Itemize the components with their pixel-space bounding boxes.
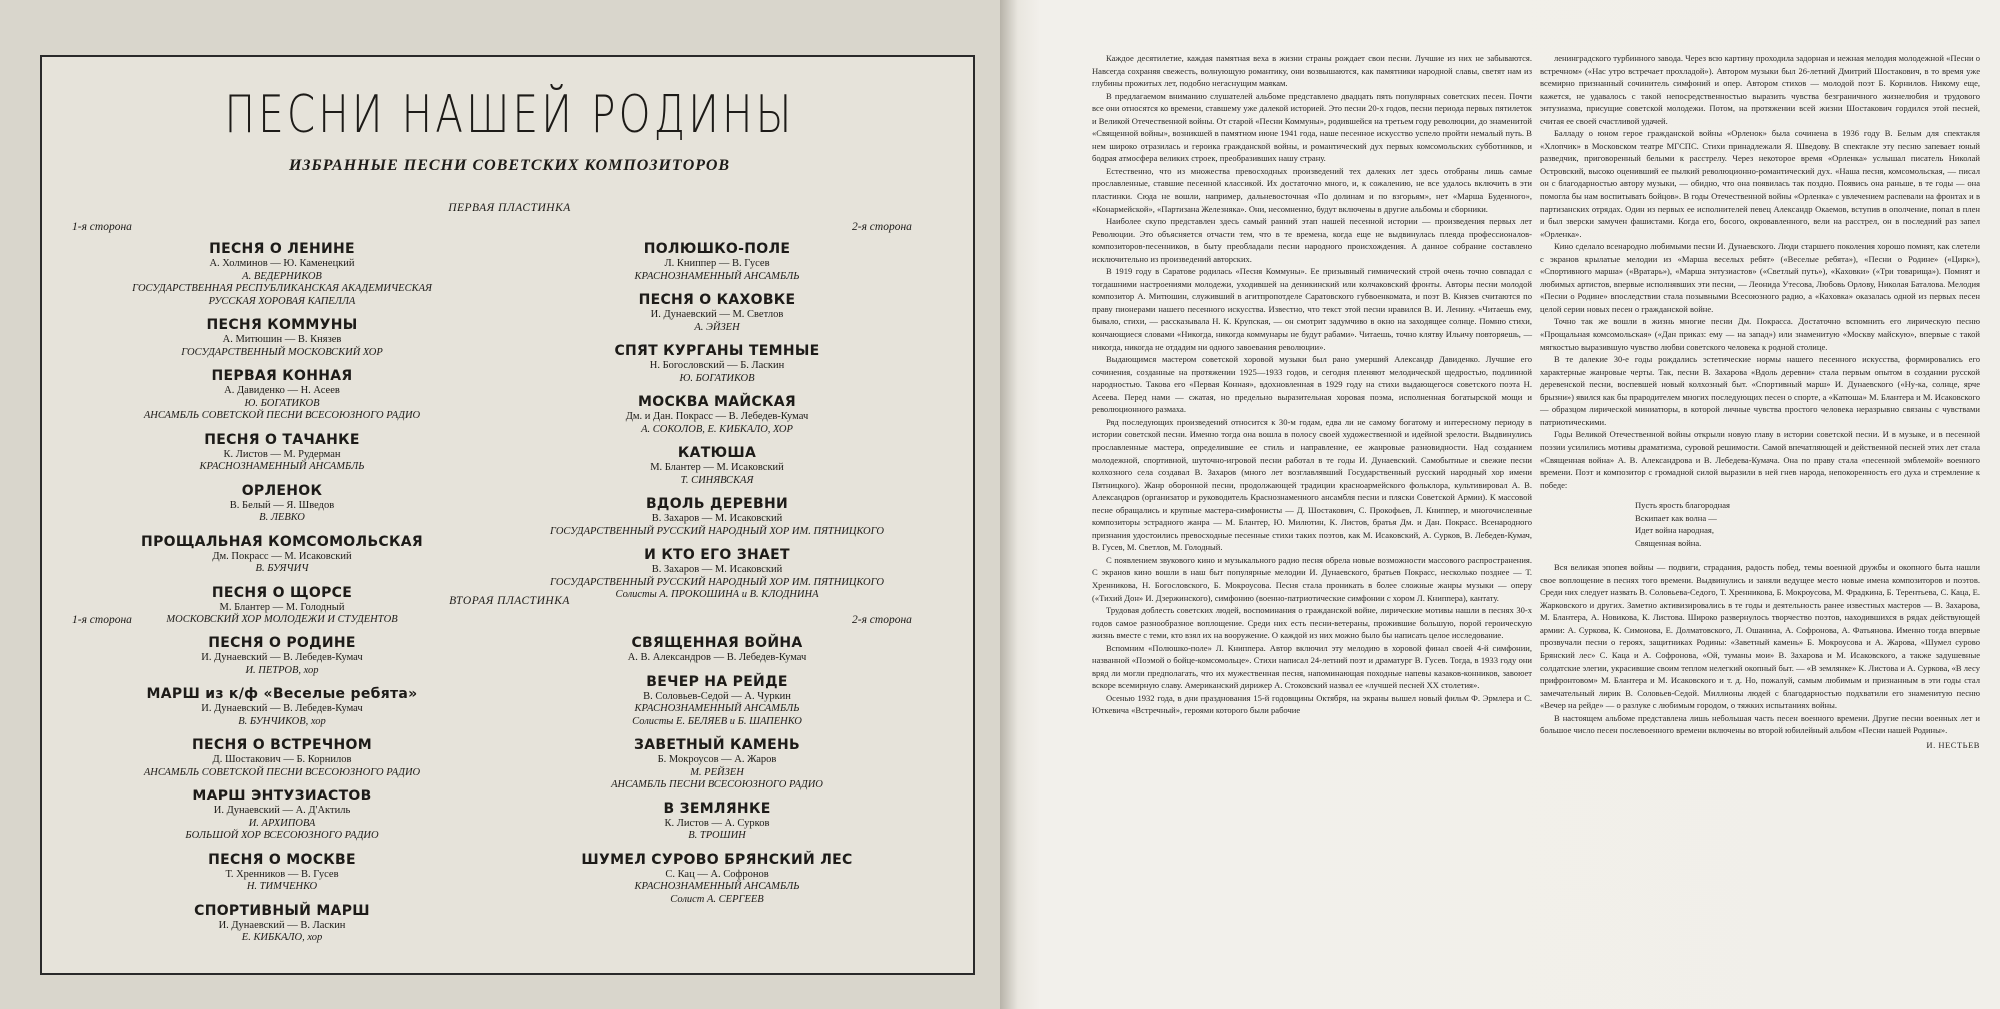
track-entry xyxy=(72,483,492,525)
track-entry xyxy=(507,292,927,334)
essay-paragraph: ленинградского турбинного завода. Через всю картину проходила задорная и нежная мелодия молодежной «Песни о встречном» («Нас утро встречает прохладой»). Автором музыки был 26-летний Дмитрий Шостакович, в то время уже всемирно признанный сочинитель симфоний и опер. Автором стихов — молодой поэт Б. Корнилов. Никому еще, кажется, не удавалось с такой непосредственностью выразить чувства безграничного жизнелюбия и трудового энтузиазма, присущие советской молодежи. Потом, на протяжении всей жизни Шостакович гордился этой песней, считая ее своей счастливой удачей. xyxy=(1540,53,1980,126)
track-performer: БОЛЬШОЙ ХОР ВСЕСОЮЗНОГО РАДИО xyxy=(185,830,379,841)
track-entry xyxy=(72,788,492,843)
track-title: ПЕРВАЯ КОННАЯ xyxy=(211,368,353,384)
track-authors: И. Дунаевский — В. Ласкин xyxy=(218,919,346,931)
track-title: КАТЮША xyxy=(677,445,757,461)
track-entry xyxy=(72,534,492,576)
track-title: ПЕСНЯ О КАХОВКЕ xyxy=(638,292,796,308)
essay-paragraph: В 1919 году в Саратове родилась «Песня Коммуны». Ее призывный гимнический строй очень точно совпадал с тогдашними настроениями молодежи, уходившей на деникинский или колчаковский фронты. Авторы песни молодой композитор А. Митюшин, служивший в агитпропотделе Саратовского губвоенкомата, и поэт В. Князев считаются по праву пионерами нашего песенного искусства. Известно, что текст этой песни нравился В. И. Ленину. «Читаешь ему, бывало, стихи, — рассказывала Н. К. Крупская, — он смотрит задумчиво в окно на заходящее солнце. Помню стихи, кончающиеся словами «Никогда, никогда коммунары не будут рабами». Читаешь, точно клятву Ильичу повторяешь, — никогда, никогда не отдадим ни одного завоевания революции». xyxy=(1092,266,1532,352)
track-title: СПОРТИВНЫЙ МАРШ xyxy=(194,902,370,919)
track-performer: А. ЭЙЗЕН xyxy=(694,321,740,333)
essay-paragraph: Вся великая эпопея войны — подвиги, страдания, радость побед, темы военной дружбы и окопного быта нашли свое воплощение в песнях того времени. Выдвинулись и заняли ведущее место новые имена композиторов и поэтов. Среди них следует назвать В. Соловьева-Седого, Т. Хренникова, Б. Мокроусова, М. Фрадкина, Б. Терентьева, С. Каца, Е. Жарковского и других. Заметно активизировались в те годы и деятельность ранее известных мастеров — В. Захарова, М. Блантера, А. Новикова, К. Листова. Широко развернулось творчество поэтов, находившихся в рядах действующей армии: А. Суркова, К. Симонова, Е. Долматовского, Л. Ошанина, А. Софронова, А. Фатьянова. Именно тогда впервые прозвучали песни о героях, защитниках Родины: «Заветный камень» Б. Мокроусова и А. Жарова, «Шумел сурово Брянский лес» С. Каца и А. Софронова, «Ой, туманы мои» В. Захарова и М. Исаковского, а также задушевные солдатские элегии, украсившие своим теплом нелегкий окопный быт. — «В землянке» К. Листова и А. Суркова, «В лесу прифронтовом» М. Блантера и М. Исаковского и т. д. Но, пожалуй, самым любимым и признанным в эти годы стал замечательный лирик В. Соловьев-Седой. Миллионы людей с благодарностью подхватили его знаменитую песню «Вечер на рейде» — о разлуке с любимым городом, о тяжких испытаниях войны. xyxy=(1540,562,1980,711)
track-entry xyxy=(72,737,492,779)
album-subtitle: ИЗБРАННЫЕ ПЕСНИ СОВЕТСКИХ КОМПОЗИТОРОВ xyxy=(288,157,731,174)
track-title: ПРОЩАЛЬНАЯ КОМСОМОЛЬСКАЯ xyxy=(141,533,423,550)
track-entry xyxy=(507,241,927,283)
track-title: МАРШ ЭНТУЗИАСТОВ xyxy=(192,788,372,804)
track-performer: И. АРХИПОВА xyxy=(248,817,316,829)
track-performer: Н. ТИМЧЕНКО xyxy=(246,881,318,892)
track-title: ВДОЛЬ ДЕРЕВНИ xyxy=(645,496,789,512)
essay-paragraph: Выдающимся мастером советской хоровой музыки был рано умерший Александр Давиденко. Лучшие его сочинения, созданные на протяжении 1925—1933 годов, и сегодня пленяют мелодической щедростью, подлинной народностью. Такова его «Первая Конная», вдохновленная в 1929 году на стихи выдающегося советского поэта Н. Асеева. Перед нами — сжатая, но предельно выразительная хоровая поэма, исполненная богатырской мощи и революционного размаха. xyxy=(1092,354,1532,415)
track-title: ПЕСНЯ О ТАЧАНКЕ xyxy=(204,431,360,448)
essay-paragraph: В те далекие 30-е годы рождались эстетические нормы нашего песенного искусства, формировались его характерные жанровые черты. Так, песни В. Захарова «Вдоль деревни» стала первым опытом в создании русской деревенской песни, воспевшей новый колхозный быт. «Спортивный марш» И. Дунаевского («Ну-ка, солнце, ярче брызни») явился как бы прародителем многих последующих песен о спорте, а «Катюша» М. Блантера и М. Исаковского — образцом лирической миниатюры, в которой личные чувства простого человека неразрывно связаны с чувствами патриотическими. xyxy=(1540,354,1980,427)
track-performer: КРАСНОЗНАМЕННЫЙ АНСАМБЛЬ xyxy=(634,270,800,282)
track-title: ШУМЕЛ СУРОВО БРЯНСКИЙ ЛЕС xyxy=(581,851,853,868)
track-entry xyxy=(72,635,492,677)
track-entry xyxy=(507,343,927,385)
track-entry xyxy=(72,903,492,945)
essay-paragraph: Трудовая доблесть советских людей, воспоминания о гражданской войне, лирические мотивы нашли в песнях 30-х годов самое разнообразное воплощение. Среди них есть песни-ветераны, прожившие большую, порой героическую жизнь вместе с теми, кто взял их на вооружение. О каждой из них можно было бы написать целое исследование. xyxy=(1092,605,1532,641)
track-performer: Ю. БОГАТИКОВ xyxy=(244,397,320,409)
track-performer: АНСАМБЛЬ СОВЕТСКОЙ ПЕСНИ ВСЕСОЮЗНОГО РАДИО xyxy=(143,410,421,421)
track-title: ЗАВЕТНЫЙ КАМЕНЬ xyxy=(633,737,801,753)
essay-column-1 xyxy=(1092,52,1532,717)
album-title: ПЕСНИ НАШЕЙ РОДИНЫ xyxy=(224,85,795,145)
track-performer: Солисты А. ПРОКОШИНА и В. КЛОДНИНА xyxy=(615,589,819,600)
disc-1-label: ПЕРВАЯ ПЛАСТИНКА xyxy=(448,202,571,214)
track-entry xyxy=(507,737,927,792)
track-title: СВЯЩЕННАЯ ВОЙНА xyxy=(631,635,803,651)
essay-paragraph: Кино сделало всенародно любимыми песни И. Дунаевского. Люди старшего поколения хорошо помнят, как слетели с экранов крылатые мелодии из «Марша веселых ребят» («Веселые ребята»), «Песни о Родине» («Цирк»), «Спортивного марша» («Вратарь»), «Марша энтузиастов» («Светлый путь»), «Каховки» («Три товарища»). Помнят и любимых артистов, впервые исполнявших эти песни, — Леонида Утесова, Любовь Орлову, Николая Баталова. Мелодия «Песни о Родине» впоследствии стала позывными Всесоюзного радио, а «Каховка» оказалась одной из первых песен целой серии новых песен о гражданской войне. xyxy=(1540,241,1980,314)
track-performer: А. ВЕДЕРНИКОВ xyxy=(242,270,322,282)
track-performer: В. ЛЕВКО xyxy=(259,512,305,523)
track-title: ПЕСНЯ О РОДИНЕ xyxy=(208,635,356,651)
track-performer: Солист А. СЕРГЕЕВ xyxy=(670,893,764,905)
track-entry xyxy=(507,852,927,907)
essay-paragraph: Вспомним «Полюшко-поле» Л. Книппера. Автор включил эту мелодию в хоровой финал своей 4-й симфонии, названной «Поэмой о бойце-комсомольце». Стихи написал 24-летний поэт и драматург В. Гусев. Тогда, в 1933 году они вряд ли могли предполагать, что их мужественная песня, напоминающая походные напевы казаков-конников, завоюет вскоре всемирную славу. Американский дирижер А. Стоковский назвал ее «лучшей песней XX столетия». xyxy=(1092,642,1532,691)
essay-column-2 xyxy=(1540,52,1980,751)
track-authors: В. Захаров — М. Исаковский xyxy=(651,564,783,575)
track-authors: К. Листов — А. Сурков xyxy=(664,817,770,829)
track-authors: Т. Хренников — В. Гусев xyxy=(225,868,339,880)
track-entry xyxy=(507,496,927,538)
track-entry xyxy=(72,317,492,359)
track-performer: Т. СИНЯВСКАЯ xyxy=(680,474,754,486)
track-authors: Б. Мокроусов — А. Жаров xyxy=(657,754,777,765)
essay-paragraph: Естественно, что из множества превосходных произведений тех далеких лет здесь отобраны лишь самые прославленные, ставшие песенной классикой. Их достаточно много, и, к сожалению, не все удалось включить в эти пластинки. Сюда не вошли, например, дальневосточная «По долинам и по взгорьям», нет «Марша Буденного», «Конармейской», «Партизана Железняка». Они, несомненно, будут включены в другие альбомы и сборники. xyxy=(1092,165,1532,214)
track-authors: Дм. и Дан. Покрасс — В. Лебедев-Кумач xyxy=(625,411,809,422)
track-entry xyxy=(72,368,492,423)
track-title: ОРЛЕНОК xyxy=(241,482,323,499)
disc-2-side-1-label: 1-я сторона xyxy=(72,614,132,626)
essay-paragraph: Годы Великой Отечественной войны открыли новую главу в истории советской песни. И в музыке, и в песенной поэзии усилились мотивы драматизма, суровой решимости. Самой впечатляющей и действенной песней этих лет стала «Священная война» А. В. Александрова и В. Лебедева-Кумача. Она по праву стала «песенной эмблемой» военного времени. Поэт и композитор с громадной силой выразили в ней гнев народа, непокоренность его духа и стремление к победе: xyxy=(1540,429,1980,490)
quote-line: Идет война народная, xyxy=(1635,525,1714,536)
disc-2-side-2-label: 2-я сторона xyxy=(852,614,912,626)
disc-2-side-2-tracklist xyxy=(507,635,927,915)
disc-2-side-1-tracklist xyxy=(72,635,492,954)
track-performer: ГОСУДАРСТВЕННЫЙ МОСКОВСКИЙ ХОР xyxy=(181,346,383,358)
essay-paragraph: В настоящем альбоме представлена лишь небольшая часть песен военного времени. Другие песни военных лет и большое число песен послевоенного времени включены во второй юбилейный альбом «Песни нашей Родины». xyxy=(1540,712,1980,736)
track-authors: А. Митюшин — В. Князев xyxy=(222,334,342,345)
essay-paragraph: Каждое десятилетие, каждая памятная веха в жизни страны рождает свои песни. Лучшие из них не забываются. Навсегда сохраняя свежесть, волнующую романтику, они возвышаются, как памятники народной славы, светят нам из глубины прожитых лет, подобно негаснущим маякам. xyxy=(1092,53,1532,89)
track-title: И КТО ЕГО ЗНАЕТ xyxy=(644,547,790,563)
track-title: ПЕСНЯ О МОСКВЕ xyxy=(208,851,356,868)
track-authors: В. Захаров — М. Исаковский xyxy=(651,513,783,524)
track-performer: М. РЕЙЗЕН xyxy=(690,766,744,778)
track-performer: КРАСНОЗНАМЕННЫЙ АНСАМБЛЬ xyxy=(634,881,800,892)
essay-paragraph: В предлагаемом вниманию слушателей альбоме представлено двадцать пять популярных советских песен. Почти все они относятся ко времени, ставшему уже далекой историей. Это песни 20-х годов, песни периода первых пятилеток и Великой Отечественной войны. От старой «Песни Коммуны», родившейся на третьем году революции, до знаменитой «Священной войны», возникшей в памятном июне 1941 года, наше песенное искусство успело пройти немалый путь. В нем широко отразилась и героика гражданской войны, и романтический дух первых комсомольских субботников, и бодрая атмосфера великих строек, преобразивших нашу страну. xyxy=(1092,90,1532,164)
track-entry xyxy=(72,432,492,474)
track-entry xyxy=(507,547,927,602)
track-authors: А. В. Александров — В. Лебедев-Кумач xyxy=(627,652,807,663)
quote-line: Священная война. xyxy=(1635,537,1702,548)
track-performer: И. ПЕТРОВ, хор xyxy=(245,664,319,676)
track-authors: В. Соловьев-Седой — А. Чуркин xyxy=(643,690,791,702)
track-authors: Н. Богословский — Б. Ласкин xyxy=(649,360,785,371)
track-title: МАРШ из к/ф «Веселые ребята» xyxy=(146,686,418,702)
track-authors: М. Блантер — М. Голодный xyxy=(219,601,345,613)
track-performer: А. СОКОЛОВ, Е. КИБКАЛО, ХОР xyxy=(641,423,793,435)
essay-paragraph: С появлением звукового кино и музыкального радио песня обрела новые возможности массового распространения. С экранов кино вошли в наш быт популярные мелодии И. Дунаевского, братьев Покрасс, несколько позднее — Т. Хренникова, Н. Богословского, Б. Мокроусова. Песня стала проникать в более сложные жанры музыки — оперу («Тихий Дон» И. Дзержинского), симфонию (военно-патриотические симфонии с хором Л. Книппера), кантату. xyxy=(1092,554,1532,603)
track-performer: РУССКАЯ ХОРОВАЯ КАПЕЛЛА xyxy=(208,295,356,307)
track-authors: Дм. Покрасс — М. Исаковский xyxy=(212,550,352,562)
track-performer: КРАСНОЗНАМЕННЫЙ АНСАМБЛЬ xyxy=(634,703,800,714)
track-authors: И. Дунаевский — В. Лебедев-Кумач xyxy=(201,703,363,714)
track-performer: В. БУНЧИКОВ, хор xyxy=(238,715,326,727)
track-authors: А. Давиденко — Н. Асеев xyxy=(224,385,340,396)
track-performer: АНСАМБЛЬ СОВЕТСКОЙ ПЕСНИ ВСЕСОЮЗНОГО РАДИО xyxy=(143,766,421,778)
track-title: МОСКВА МАЙСКАЯ xyxy=(638,394,796,410)
disc-1-side-2-label: 2-я сторона xyxy=(852,221,912,233)
quote-line: Пусть ярость благородная xyxy=(1635,500,1730,511)
track-authors: К. Листов — М. Рудерман xyxy=(223,448,341,460)
song-quote xyxy=(1540,499,1980,549)
track-performer: ГОСУДАРСТВЕННАЯ РЕСПУБЛИКАНСКАЯ АКАДЕМИЧЕСКАЯ xyxy=(132,283,432,294)
track-title: СПЯТ КУРГАНЫ ТЕМНЫЕ xyxy=(614,343,820,359)
quote-line: Вскипает как волна — xyxy=(1635,512,1717,523)
track-authors: В. Белый — Я. Шведов xyxy=(229,499,335,511)
track-performer: Солисты Е. БЕЛЯЕВ и Б. ШАПЕНКО xyxy=(632,715,802,727)
track-performer: ГОСУДАРСТВЕННЫЙ РУССКИЙ НАРОДНЫЙ ХОР ИМ. ПЯТНИЦКОГО xyxy=(550,525,884,537)
track-authors: А. Холминов — Ю. Каменецкий xyxy=(209,258,355,269)
cover-frame xyxy=(40,55,975,975)
track-entry xyxy=(507,445,927,487)
track-authors: С. Кац — А. Софронов xyxy=(665,868,769,880)
track-authors: И. Дунаевский — М. Светлов xyxy=(650,309,784,320)
author-signature: И. НЕСТЬЕВ xyxy=(1926,739,1980,750)
track-performer: МОСКОВСКИЙ ХОР МОЛОДЕЖИ И СТУДЕНТОВ xyxy=(166,614,398,625)
track-entry xyxy=(72,852,492,894)
track-performer: ГОСУДАРСТВЕННЫЙ РУССКИЙ НАРОДНЫЙ ХОР ИМ. ПЯТНИЦКОГО xyxy=(550,576,884,588)
disc-2-label: ВТОРАЯ ПЛАСТИНКА xyxy=(449,595,570,607)
track-authors: Д. Шостакович — Б. Корнилов xyxy=(212,754,352,765)
track-title: ПЕСНЯ КОММУНЫ xyxy=(206,317,358,333)
track-authors: И. Дунаевский — В. Лебедев-Кумач xyxy=(201,652,363,663)
track-entry xyxy=(507,394,927,436)
track-title: ПЕСНЯ О ЩОРСЕ xyxy=(211,584,353,601)
essay-paragraph: Точно так же вошли в жизнь многие песни Дм. Покрасса. Достаточно вспомнить его лирическую песню «Прощальная комсомольская» («Дан приказ: ему — на запад») или знаменитую «Москву майскую», впервые с такой мягкостью выразившую чувство любви советского человека к родной столице. xyxy=(1540,316,1980,352)
essay-paragraph: Наиболее скупо представлен здесь самый ранний этап нашей песенной истории — произведения первых лет Революции. Это объясняется отчасти тем, что в те времена, когда еще не выдвинулась плеяда профессионалов-композиторов-песенников, в быту преобладали песни народного происхождения. А данное собрание составлено исключительно из произведений авторских. xyxy=(1092,216,1532,264)
track-entry xyxy=(507,674,927,729)
track-entry xyxy=(507,801,927,843)
track-performer: КРАСНОЗНАМЕННЫЙ АНСАМБЛЬ xyxy=(199,461,365,472)
disc-1-side-1-label: 1-я сторона xyxy=(72,221,132,233)
track-authors: Л. Книппер — В. Гусев xyxy=(664,258,770,269)
essay-paragraph: Балладу о юном герое гражданской войны «Орленок» была сочинена в 1936 году В. Белым для спектакля «Хлопчик» в Московском театре МГСПС. Стихи принадлежали Я. Шведову. В спектакле эту песню запевает юный разведчик, приговоренный белыми к расстрелу. Через некоторое время «Орленка» услышал писатель Николай Островский, высоко оценивший ее пылкий революционно-романтический дух. «Наша песня, комсомольская, — писал он с благодарностью автору музыки, — обидно, что она появилась так поздно. Появись она раньше, в те годы — она помогла бы нам воспитывать бойцов». В годы Отечественной войны «Орленка» с увлечением распевали на фронтах и в партизанских отрядах. Один из первых ее исполнителей певец Александр Окаемов, вступив в ополчение, попал в плен и был зверски замучен фашистами. Когда его, босого, окровавленного, вели на расстрел, он в последний раз запел «Орленка». xyxy=(1540,128,1980,239)
track-title: ВЕЧЕР НА РЕЙДЕ xyxy=(646,673,788,690)
track-authors: М. Блантер — М. Исаковский xyxy=(650,462,784,473)
disc-1-side-1-tracklist xyxy=(72,241,492,636)
track-entry xyxy=(72,241,492,308)
essay-paragraph: Ряд последующих произведений относится к 30-м годам, едва ли не самому богатому и интересному периоду в истории советской песни. Именно тогда она вошла в полосу своей художественной и идейной зрелости. Выдвинулись прославленные мастера, определившие ее стиль и направление, ее жанровые разновидности. Над созданием молодежной, спортивной, шуточно-игровой песни работал в те годы И. Дунаевский. Самобытные и свежие песни колхозного села создавал В. Захаров (много лет возглавлявший Государственный русский народный хор имени Пятницкого). Жанр оборонной песни, продолжающей традиции красноармейского фольклора, культивировал А. В. Александров (организатор и руководитель Краснознаменного ансамбля песни и пляски Советской Армии). К массовой песне обращались и крупные мастера-симфонисты — Д. Шостакович, С. Прокофьев, Л. Книппер, и многочисленные композиторы эстрадного жанра — М. Блантер, Ю. Милютин, К. Листов, братья Дм. и Дан. Покрасс. Всенародного признания удостоились превосходные песенные стихи таких поэтов, как М. Исаковский, А. Сурков, В. Лебедев-Кумач, В. Гусев, М. Светлов, М. Голодный. xyxy=(1092,416,1532,553)
track-entry xyxy=(507,635,927,665)
track-performer: Е. КИБКАЛО, хор xyxy=(241,932,323,943)
disc-1-side-2-tracklist xyxy=(507,241,927,611)
track-title: ПЕСНЯ О ВСТРЕЧНОМ xyxy=(192,737,372,753)
liner-notes-panel xyxy=(1000,0,2000,1009)
track-authors: И. Дунаевский — А. Д'Актиль xyxy=(213,805,351,816)
track-performer: В. ТРОШИН xyxy=(688,830,746,841)
track-title: ПОЛЮШКО-ПОЛЕ xyxy=(643,241,791,257)
essay-paragraph: Осенью 1932 года, в дни празднования 15-й годовщины Октября, на экраны вышел новый фильм Ф. Эрмлера и С. Юткевича «Встречный», героями которого были рабочие xyxy=(1092,692,1532,716)
track-entry xyxy=(72,686,492,728)
track-title: ПЕСНЯ О ЛЕНИНЕ xyxy=(209,241,355,257)
track-performer: АНСАМБЛЬ ПЕСНИ ВСЕСОЮЗНОГО РАДИО xyxy=(611,779,823,790)
track-performer: В. БУЯЧИЧ xyxy=(255,563,309,574)
track-title: В ЗЕМЛЯНКЕ xyxy=(663,800,771,817)
track-performer: Ю. БОГАТИКОВ xyxy=(679,372,755,384)
